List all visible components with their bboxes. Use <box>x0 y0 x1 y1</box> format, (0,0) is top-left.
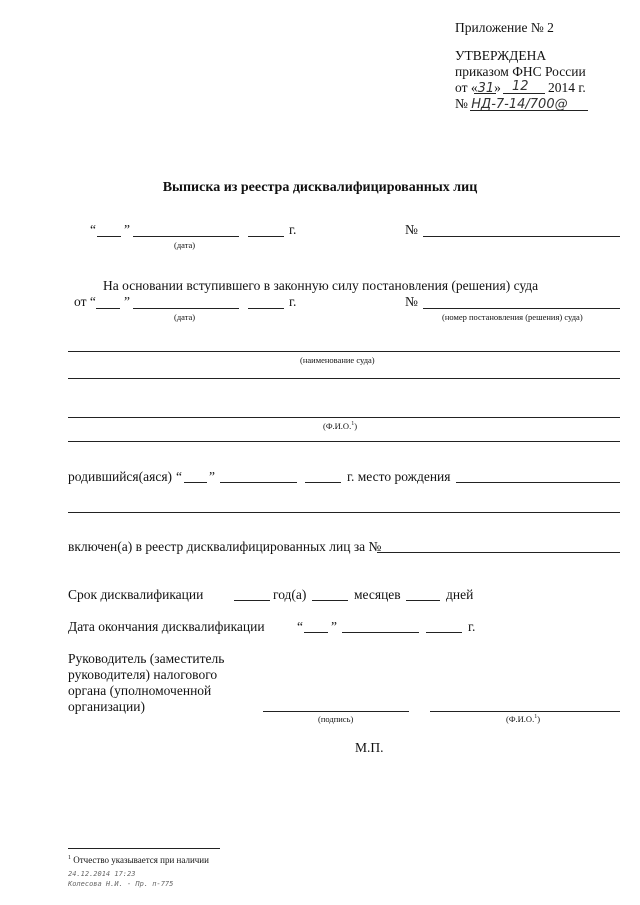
row1-year-suffix: г. <box>289 222 297 237</box>
term-years-line <box>234 600 270 601</box>
fio-caption <box>323 421 357 431</box>
head-line-3: органа (уполномоченной <box>68 683 212 698</box>
appendix-number: Приложение № 2 <box>455 20 554 35</box>
head-line-1: Руководитель (заместитель <box>68 651 225 666</box>
end-day-line <box>304 632 328 633</box>
row1-quote-close: ” <box>124 222 130 237</box>
fio-caption-close: ) <box>354 421 358 431</box>
signature-caption: (подпись) <box>318 714 354 724</box>
row1-day-line <box>97 236 121 237</box>
order-date-month-line <box>503 93 545 94</box>
footnote-divider <box>68 848 220 849</box>
born-month-line <box>220 482 297 483</box>
court-number-line <box>423 308 620 309</box>
registry-number-line <box>377 552 620 553</box>
born-year-place: г. место рождения <box>347 469 451 484</box>
court-quote-close: ” <box>124 294 130 309</box>
order-date-day: 31 <box>477 81 495 96</box>
end-month-line <box>342 632 419 633</box>
born-label: родившийся(аяся) <box>68 469 173 484</box>
term-years-label: год(а) <box>273 587 307 602</box>
end-year-suffix: г. <box>468 619 476 634</box>
order-date-day-line <box>474 93 496 94</box>
document-title: Выписка из реестра дисквалифицированных лиц <box>162 180 478 195</box>
born-year-line <box>305 482 341 483</box>
approved-label: УТВЕРЖДЕНА <box>455 48 547 63</box>
end-date-label: Дата окончания дисквалификации <box>68 619 265 634</box>
born-day-line <box>184 482 207 483</box>
order-number-line <box>470 110 588 111</box>
court-number-sign: № <box>405 294 418 309</box>
seal-label: М.П. <box>355 740 384 755</box>
head-fio-caption-sup: 1 <box>534 714 538 721</box>
term-days-label: дней <box>446 587 474 602</box>
registry-label: включен(а) в реестр дисквалифицированных лиц за № <box>68 539 382 554</box>
order-label: приказом ФНС России <box>455 64 586 79</box>
court-from-label: от “ <box>74 294 96 309</box>
court-month-line <box>133 308 239 309</box>
row1-quote-open: “ <box>90 222 96 237</box>
head-fio-caption-close: ) <box>537 714 541 724</box>
term-label: Срок дисквалификации <box>68 587 204 602</box>
court-basis-text: На основании вступившего в законную силу постановления (решения) суда <box>103 278 539 293</box>
footnote-sup: 1 <box>68 855 71 861</box>
birthplace-line-2 <box>68 512 620 513</box>
term-months-label: месяцев <box>354 587 401 602</box>
fio-caption-text: (Ф.И.О. <box>323 421 352 431</box>
court-year-line <box>248 308 284 309</box>
row1-date-caption: (дата) <box>174 240 196 250</box>
order-number-value: НД-7-14/700@ <box>471 97 568 112</box>
head-line-2: руководителя) налогового <box>68 667 218 682</box>
court-number-caption: (номер постановления (решения) суда) <box>442 312 583 322</box>
stamp-line-1: 24.12.2014 17:23 <box>68 870 136 878</box>
end-quote-close: ” <box>331 619 337 634</box>
row1-number-sign: № <box>405 222 418 237</box>
court-name-line-2 <box>68 378 620 379</box>
term-months-line <box>312 600 348 601</box>
head-fio-caption-text: (Ф.И.О. <box>506 714 535 724</box>
footnote <box>68 855 209 865</box>
court-name-caption: (наименование суда) <box>300 355 375 365</box>
order-date-prefix: от « <box>455 80 478 95</box>
head-fio-caption <box>506 714 540 724</box>
fio-line <box>68 417 620 418</box>
court-name-line <box>68 351 620 352</box>
end-year-line <box>426 632 462 633</box>
stamp-line-2: Колесова Н.И. - Пр. п-775 <box>68 880 174 888</box>
row1-year-line <box>248 236 284 237</box>
row1-month-line <box>133 236 239 237</box>
court-day-line <box>96 308 120 309</box>
order-date-close: » <box>494 80 501 95</box>
signature-line <box>263 711 409 712</box>
birthplace-line <box>456 482 620 483</box>
fio-caption-sup: 1 <box>351 421 355 428</box>
footnote-text: Отчество указывается при наличии <box>71 855 209 865</box>
court-year-suffix: г. <box>289 294 297 309</box>
born-quote-open: “ <box>176 469 182 484</box>
end-quote-open: “ <box>297 619 303 634</box>
row1-number-line <box>423 236 620 237</box>
head-fio-line <box>430 711 620 712</box>
head-line-4: организации) <box>68 699 145 714</box>
order-number-prefix: № <box>455 96 468 111</box>
order-date-month: 12 <box>512 79 529 94</box>
born-quote-close: ” <box>209 469 215 484</box>
order-date-year: 2014 г. <box>548 80 586 95</box>
court-date-caption: (дата) <box>174 312 196 322</box>
fio-line-2 <box>68 441 620 442</box>
term-days-line <box>406 600 440 601</box>
